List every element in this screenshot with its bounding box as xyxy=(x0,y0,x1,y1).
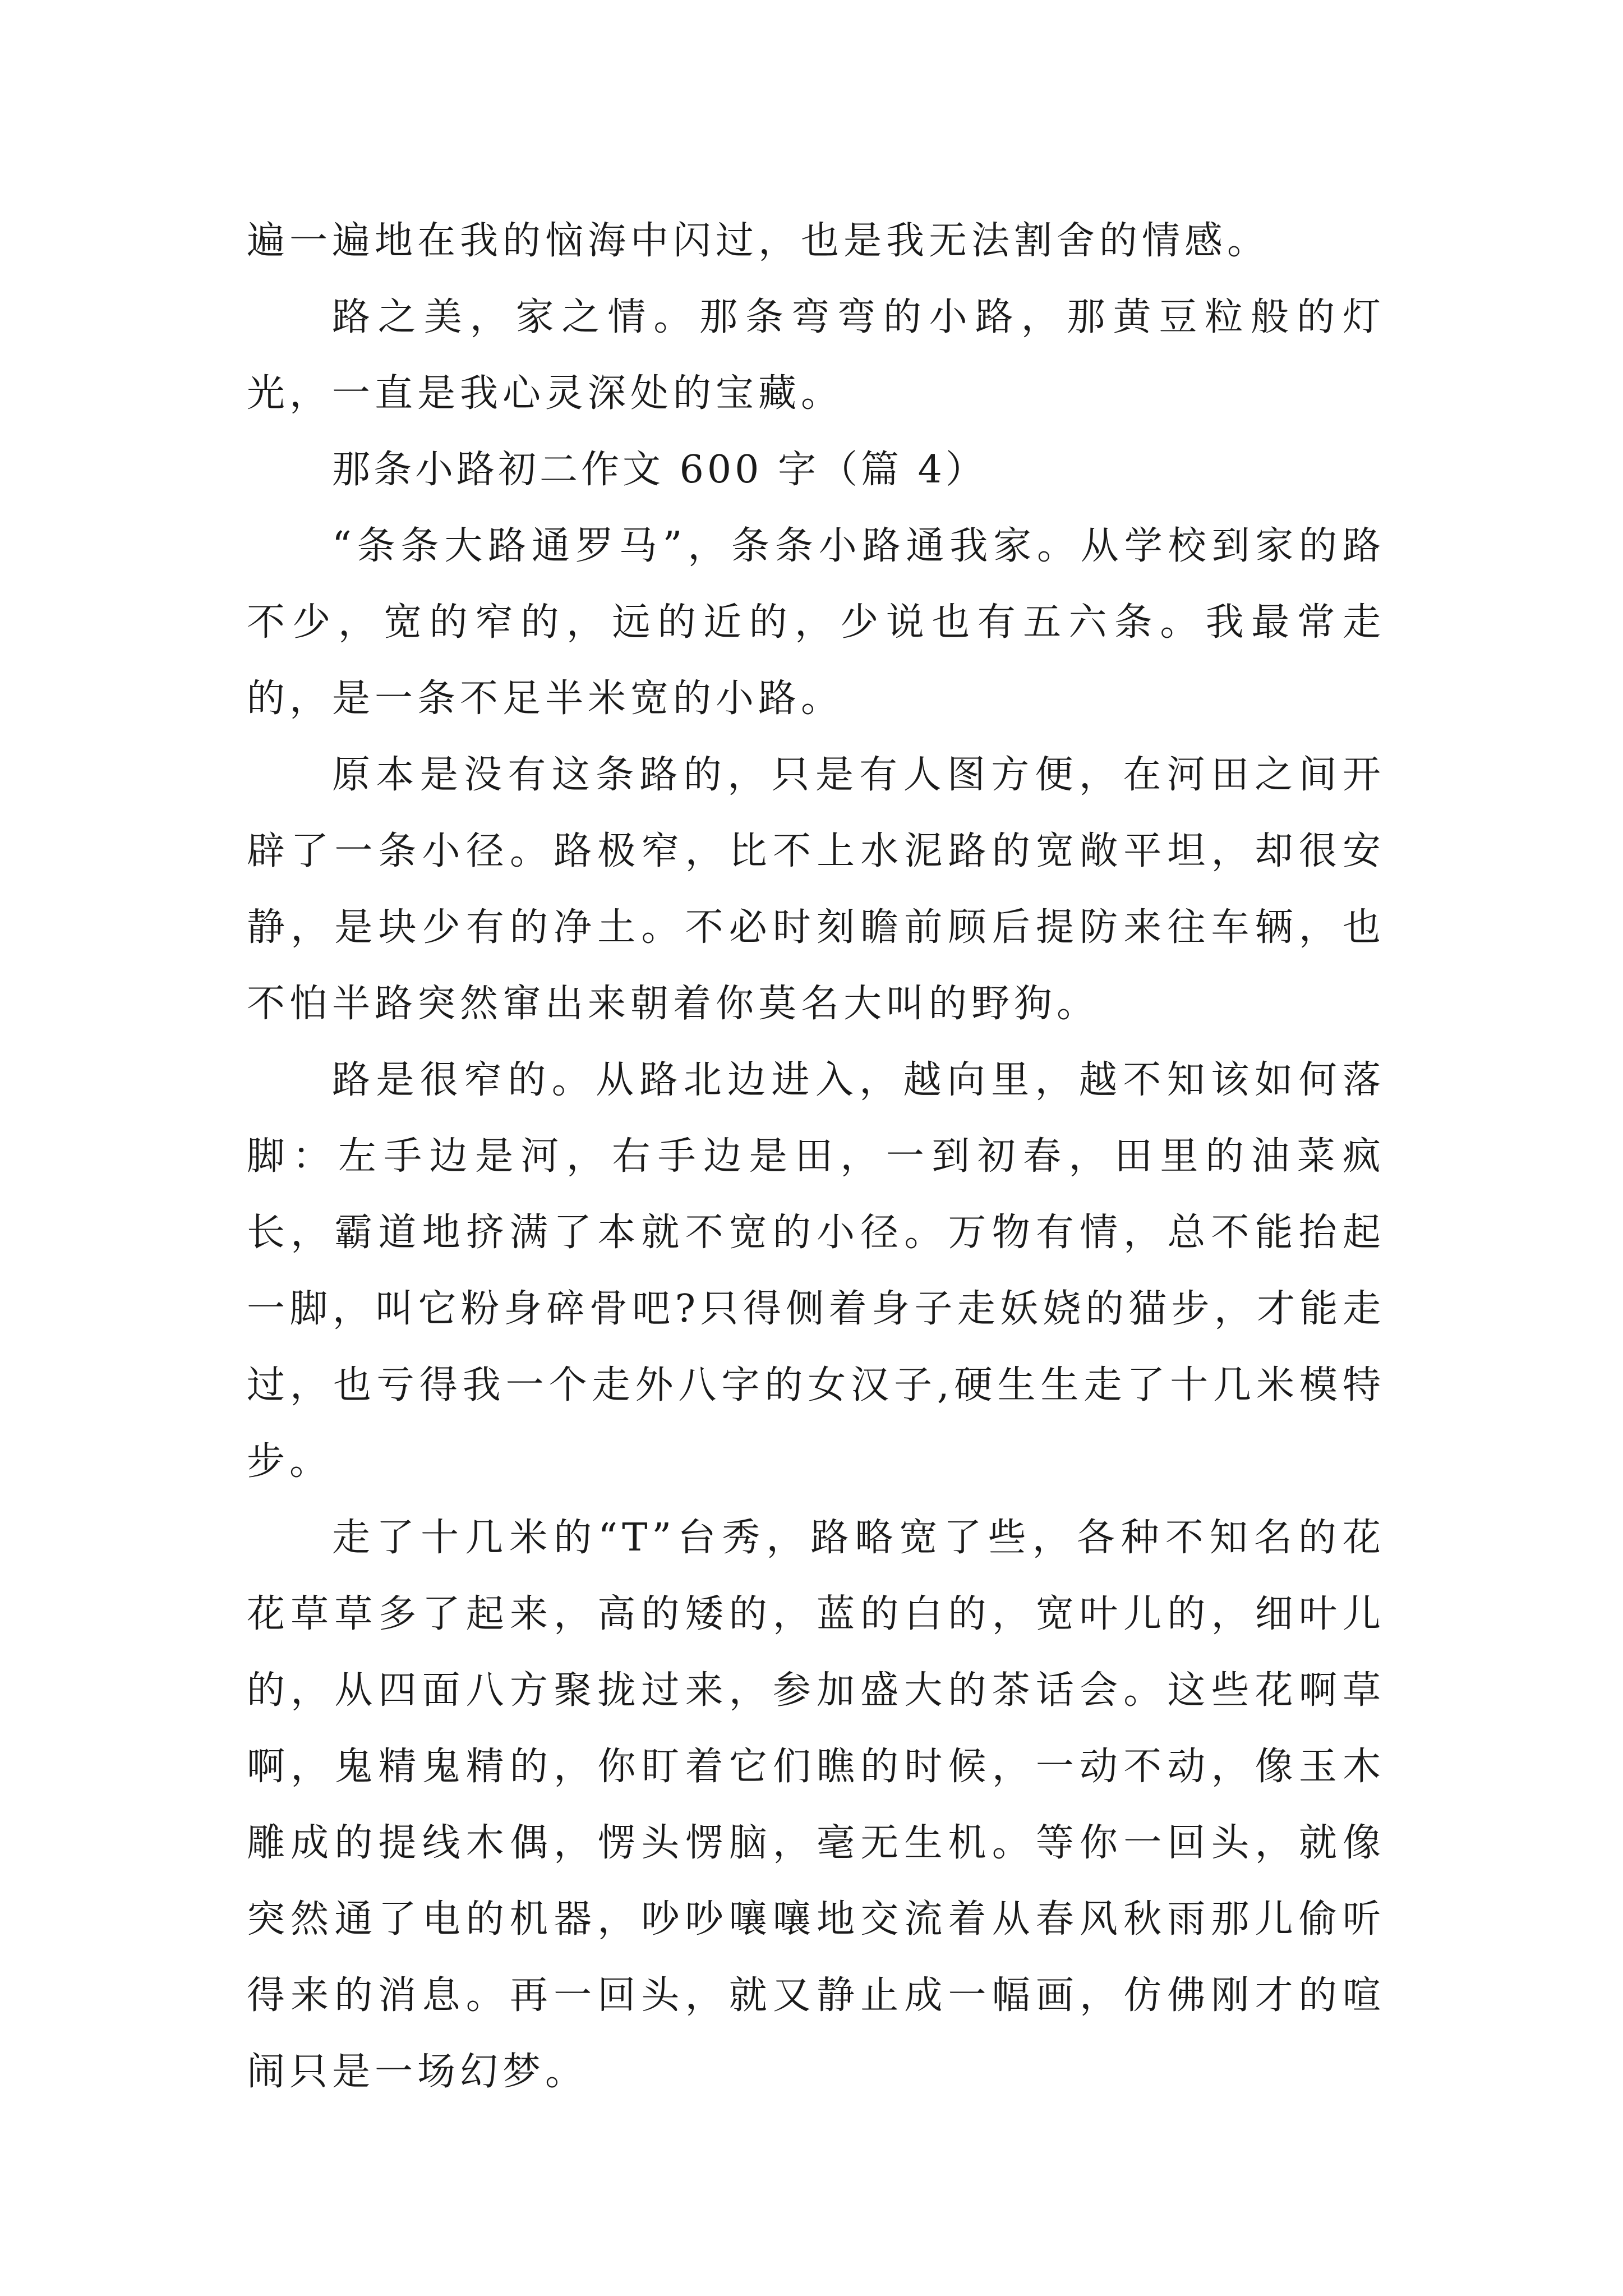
body-text xyxy=(247,203,1385,2110)
paragraph: 路是很窄的。从路北边进入，越向里，越不知该如何落脚：左手边是河，右手边是田，一到初春，田里的油菜疯长，霸道地挤满了本就不宽的小径。万物有情，总不能抬起一脚，叫它粉身碎骨吧?只得侧着身子走妖娆的猫步，才能走过，也亏得我一个走外八字的女汉子,硬生生走了十几米模特步。 xyxy=(247,1058,1385,1484)
section-heading: 那条小路初二作文 600 字（篇 4） xyxy=(332,448,987,492)
paragraph-continued: 遍一遍地在我的恼海中闪过，也是我无法割舍的情感。 xyxy=(247,219,1270,263)
paragraph: “条条大路通罗马”，条条小路通我家。从学校到家的路不少，宽的窄的，远的近的，少说也有五六条。我最常走的，是一条不足半米宽的小路。 xyxy=(247,524,1385,721)
paragraph: 路之美，家之情。那条弯弯的小路，那黄豆粒般的灯光，一直是我心灵深处的宝藏。 xyxy=(247,295,1385,416)
paragraph: 走了十几米的“T”台秀，路略宽了些，各种不知名的花花草草多了起来，高的矮的，蓝的白的，宽叶儿的，细叶儿的，从四面八方聚拢过来，参加盛大的茶话会。这些花啊草啊，鬼精鬼精的，你盯着它们瞧的时候，一动不动，像玉木雕成的提线木偶，愣头愣脑，毫无生机。等你一回头，就像突然通了电的机器，吵吵嚷嚷地交流着从春风秋雨那儿偷听得来的消息。再一回头，就又静止成一幅画，仿佛刚才的喧闹只是一场幻梦。 xyxy=(247,1516,1385,2094)
paragraph: 原本是没有这条路的，只是有人图方便，在河田之间开辟了一条小径。路极窄，比不上水泥路的宽敞平坦，却很安静，是块少有的净土。不必时刻瞻前顾后提防来往车辆，也不怕半路突然窜出来朝着你莫名大叫的野狗。 xyxy=(247,753,1385,1026)
